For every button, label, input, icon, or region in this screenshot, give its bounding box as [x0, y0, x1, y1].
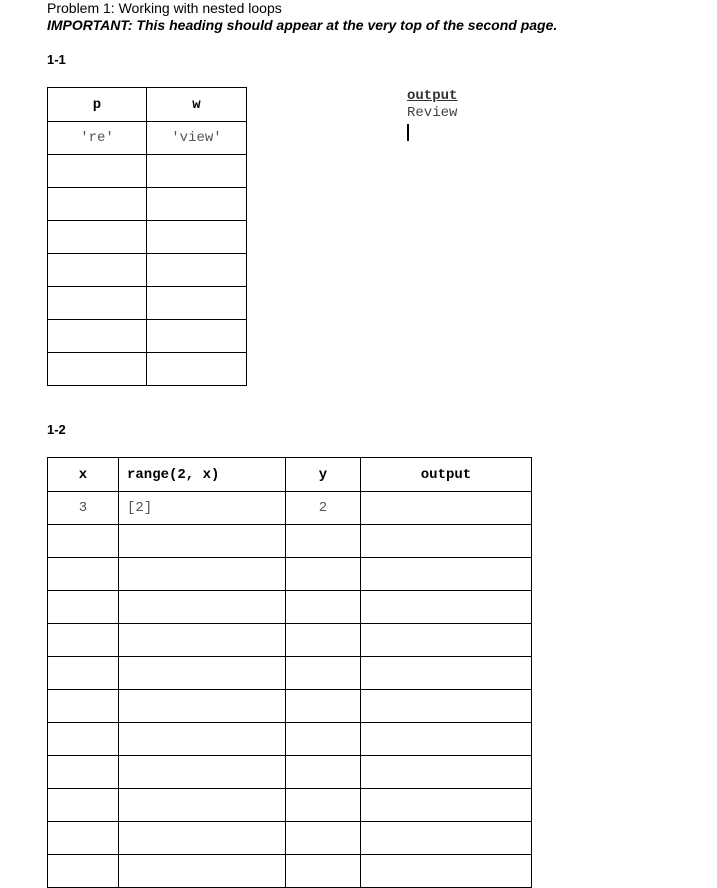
table-cell[interactable] [147, 155, 247, 188]
column-header-w: w [147, 88, 247, 122]
table-cell[interactable] [286, 558, 361, 591]
table-cell[interactable] [48, 789, 119, 822]
table-cell[interactable] [119, 822, 286, 855]
table-cell[interactable] [361, 525, 532, 558]
table-row [48, 690, 532, 723]
output-panel[interactable] [407, 88, 457, 141]
table-cell[interactable] [119, 558, 286, 591]
table-cell[interactable]: 'view' [147, 122, 247, 155]
table-cell[interactable] [286, 855, 361, 888]
column-header-y: y [286, 458, 361, 492]
table-cell[interactable] [119, 525, 286, 558]
table-cell[interactable] [286, 624, 361, 657]
table-cell[interactable] [147, 221, 247, 254]
table-cell[interactable] [286, 789, 361, 822]
column-header-p: p [48, 88, 147, 122]
table-cell[interactable] [48, 558, 119, 591]
table-cell[interactable] [119, 690, 286, 723]
section-label-1-2: 1-2 [47, 422, 66, 437]
table-header-row [48, 88, 247, 122]
table-cell[interactable] [119, 789, 286, 822]
table-row [48, 657, 532, 690]
table-cell[interactable]: 're' [48, 122, 147, 155]
table-cell[interactable] [361, 624, 532, 657]
table-cell[interactable] [48, 353, 147, 386]
table-cell[interactable] [147, 188, 247, 221]
table-row [48, 756, 532, 789]
table-cell[interactable] [48, 591, 119, 624]
table-cell[interactable] [361, 822, 532, 855]
table-row [48, 558, 532, 591]
table-cell[interactable] [361, 723, 532, 756]
output-title: output [407, 88, 458, 104]
table-cell[interactable] [361, 657, 532, 690]
table-cell[interactable] [361, 558, 532, 591]
trace-table-1-2 [47, 457, 532, 888]
table-row [48, 188, 247, 221]
column-header-x: x [48, 458, 119, 492]
table-cell[interactable] [119, 591, 286, 624]
table-row [48, 525, 532, 558]
table-row [48, 822, 532, 855]
table-cell[interactable]: 3 [48, 492, 119, 525]
text-cursor [407, 124, 409, 141]
table-cell[interactable] [361, 789, 532, 822]
table-cell[interactable] [48, 855, 119, 888]
table-cell[interactable] [286, 591, 361, 624]
table-cell[interactable] [361, 591, 532, 624]
important-note: IMPORTANT: This heading should appear at the very top of the second page. [47, 17, 558, 33]
table-cell[interactable] [48, 822, 119, 855]
table-cell[interactable] [147, 287, 247, 320]
table-header-row [48, 458, 532, 492]
table-cell[interactable] [119, 624, 286, 657]
table-row [48, 320, 247, 353]
column-header-range: range(2, x) [119, 458, 286, 492]
table-cell[interactable]: 2 [286, 492, 361, 525]
table-cell[interactable] [119, 855, 286, 888]
table-cell[interactable] [286, 690, 361, 723]
table-cell[interactable] [48, 287, 147, 320]
table-cell[interactable] [361, 756, 532, 789]
table-cell[interactable] [119, 756, 286, 789]
table-cell[interactable] [48, 320, 147, 353]
table-cell[interactable] [48, 624, 119, 657]
table-cell[interactable] [286, 657, 361, 690]
table-cell[interactable] [48, 254, 147, 287]
problem-title: Problem 1: Working with nested loops [47, 0, 282, 16]
table-cell[interactable] [286, 756, 361, 789]
table-cell[interactable] [48, 756, 119, 789]
table-row [48, 855, 532, 888]
table-cell[interactable] [48, 690, 119, 723]
table-cell[interactable]: [2] [119, 492, 286, 525]
table-cell[interactable] [48, 188, 147, 221]
output-line: Review [407, 105, 458, 121]
table-cell[interactable] [48, 657, 119, 690]
table-row [48, 287, 247, 320]
column-header-output: output [361, 458, 532, 492]
table-cell[interactable] [48, 221, 147, 254]
table-cell[interactable] [361, 855, 532, 888]
table-row [48, 492, 532, 525]
table-cell[interactable] [119, 723, 286, 756]
table-row [48, 353, 247, 386]
table-row [48, 254, 247, 287]
table-row [48, 789, 532, 822]
trace-table-1-1 [47, 87, 247, 386]
table-cell[interactable] [48, 723, 119, 756]
table-row [48, 221, 247, 254]
table-cell[interactable] [147, 320, 247, 353]
table-cell[interactable] [48, 155, 147, 188]
table-row [48, 624, 532, 657]
table-cell[interactable] [361, 492, 532, 525]
table-cell[interactable] [286, 525, 361, 558]
table-row [48, 122, 247, 155]
table-cell[interactable] [286, 822, 361, 855]
table-row [48, 723, 532, 756]
table-cell[interactable] [361, 690, 532, 723]
table-row [48, 155, 247, 188]
section-label-1-1: 1-1 [47, 52, 66, 67]
table-cell[interactable] [48, 525, 119, 558]
table-cell[interactable] [147, 353, 247, 386]
table-cell[interactable] [119, 657, 286, 690]
table-row [48, 591, 532, 624]
table-cell[interactable] [147, 254, 247, 287]
table-cell[interactable] [286, 723, 361, 756]
